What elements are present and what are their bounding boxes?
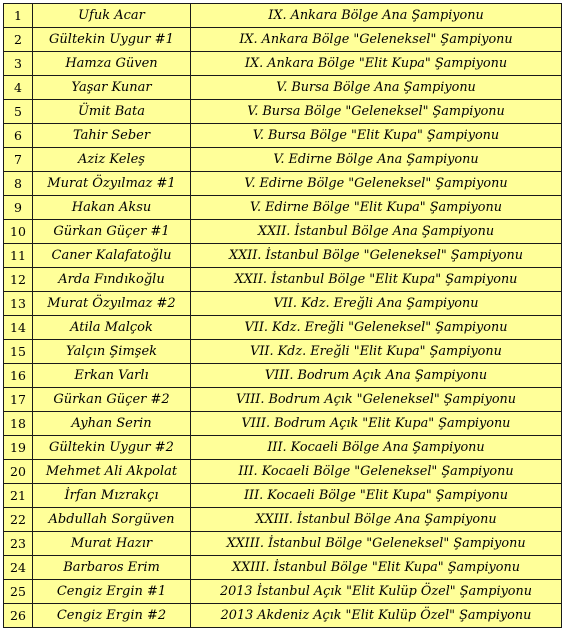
row-number: 18 <box>4 412 33 436</box>
championship-title: XXII. İstanbul Bölge "Geleneksel" Şampiyonu <box>191 244 562 268</box>
champion-name: Mehmet Ali Akpolat <box>33 460 191 484</box>
championship-title: V. Edirne Bölge "Geleneksel" Şampiyonu <box>191 172 562 196</box>
table-row <box>4 124 562 148</box>
championship-title: IX. Ankara Bölge "Geleneksel" Şampiyonu <box>191 28 562 52</box>
row-number: 13 <box>4 292 33 316</box>
championship-title: XXII. İstanbul Bölge "Elit Kupa" Şampiyonu <box>191 268 562 292</box>
champion-name: Murat Özyılmaz #1 <box>33 172 191 196</box>
championship-title: VIII. Bodrum Açık Ana Şampiyonu <box>191 364 562 388</box>
table-row <box>4 340 562 364</box>
champion-name: İrfan Mızrakçı <box>33 484 191 508</box>
championship-title: V. Edirne Bölge Ana Şampiyonu <box>191 148 562 172</box>
table-row <box>4 604 562 628</box>
champion-name: Murat Özyılmaz #2 <box>33 292 191 316</box>
championship-title: VII. Kdz. Ereğli "Elit Kupa" Şampiyonu <box>191 340 562 364</box>
championship-title: XXII. İstanbul Bölge Ana Şampiyonu <box>191 220 562 244</box>
row-number: 7 <box>4 148 33 172</box>
champion-name: Abdullah Sorgüven <box>33 508 191 532</box>
table-row <box>4 484 562 508</box>
table-row <box>4 28 562 52</box>
table-row <box>4 172 562 196</box>
champion-name: Gültekin Uygur #1 <box>33 28 191 52</box>
table-row <box>4 52 562 76</box>
table-row <box>4 148 562 172</box>
row-number: 23 <box>4 532 33 556</box>
table-row <box>4 556 562 580</box>
row-number: 26 <box>4 604 33 628</box>
champion-name: Cengiz Ergin #2 <box>33 604 191 628</box>
championship-title: 2013 İstanbul Açık "Elit Kulüp Özel" Şampiyonu <box>191 580 562 604</box>
row-number: 17 <box>4 388 33 412</box>
table-row <box>4 196 562 220</box>
row-number: 19 <box>4 436 33 460</box>
row-number: 5 <box>4 100 33 124</box>
champion-name: Hakan Aksu <box>33 196 191 220</box>
champion-name: Gürkan Güçer #1 <box>33 220 191 244</box>
championship-title: XXIII. İstanbul Bölge "Geleneksel" Şampiyonu <box>191 532 562 556</box>
championship-title: XXIII. İstanbul Bölge "Elit Kupa" Şampiyonu <box>191 556 562 580</box>
champion-name: Aziz Keleş <box>33 148 191 172</box>
row-number: 9 <box>4 196 33 220</box>
champion-name: Arda Fındıkoğlu <box>33 268 191 292</box>
table-row <box>4 220 562 244</box>
championship-title: VII. Kdz. Ereğli Ana Şampiyonu <box>191 292 562 316</box>
row-number: 22 <box>4 508 33 532</box>
championship-title: III. Kocaeli Bölge Ana Şampiyonu <box>191 436 562 460</box>
champions-table-wrapper <box>3 3 562 628</box>
table-row <box>4 100 562 124</box>
table-row <box>4 436 562 460</box>
table-row <box>4 292 562 316</box>
champion-name: Cengiz Ergin #1 <box>33 580 191 604</box>
table-row <box>4 532 562 556</box>
champion-name: Murat Hazır <box>33 532 191 556</box>
row-number: 3 <box>4 52 33 76</box>
champion-name: Tahir Seber <box>33 124 191 148</box>
champion-name: Gültekin Uygur #2 <box>33 436 191 460</box>
row-number: 15 <box>4 340 33 364</box>
champions-table <box>3 3 562 628</box>
row-number: 14 <box>4 316 33 340</box>
row-number: 10 <box>4 220 33 244</box>
row-number: 6 <box>4 124 33 148</box>
championship-title: V. Edirne Bölge "Elit Kupa" Şampiyonu <box>191 196 562 220</box>
table-row <box>4 580 562 604</box>
row-number: 12 <box>4 268 33 292</box>
row-number: 21 <box>4 484 33 508</box>
championship-title: V. Bursa Bölge "Geleneksel" Şampiyonu <box>191 100 562 124</box>
champion-name: Yaşar Kunar <box>33 76 191 100</box>
champion-name: Ufuk Acar <box>33 4 191 28</box>
row-number: 2 <box>4 28 33 52</box>
championship-title: IX. Ankara Bölge "Elit Kupa" Şampiyonu <box>191 52 562 76</box>
table-row <box>4 76 562 100</box>
row-number: 11 <box>4 244 33 268</box>
table-row <box>4 388 562 412</box>
champion-name: Caner Kalafatoğlu <box>33 244 191 268</box>
championship-title: 2013 Akdeniz Açık "Elit Kulüp Özel" Şampiyonu <box>191 604 562 628</box>
row-number: 24 <box>4 556 33 580</box>
row-number: 25 <box>4 580 33 604</box>
championship-title: V. Bursa Bölge Ana Şampiyonu <box>191 76 562 100</box>
table-row <box>4 4 562 28</box>
championship-title: VIII. Bodrum Açık "Geleneksel" Şampiyonu <box>191 388 562 412</box>
champion-name: Erkan Varlı <box>33 364 191 388</box>
table-row <box>4 364 562 388</box>
row-number: 8 <box>4 172 33 196</box>
champion-name: Ayhan Serin <box>33 412 191 436</box>
championship-title: XXIII. İstanbul Bölge Ana Şampiyonu <box>191 508 562 532</box>
champions-table-body <box>4 4 562 628</box>
championship-title: III. Kocaeli Bölge "Geleneksel" Şampiyonu <box>191 460 562 484</box>
championship-title: VII. Kdz. Ereğli "Geleneksel" Şampiyonu <box>191 316 562 340</box>
champion-name: Barbaros Erim <box>33 556 191 580</box>
champion-name: Ümit Bata <box>33 100 191 124</box>
champion-name: Atila Malçok <box>33 316 191 340</box>
champion-name: Gürkan Güçer #2 <box>33 388 191 412</box>
table-row <box>4 268 562 292</box>
row-number: 4 <box>4 76 33 100</box>
row-number: 20 <box>4 460 33 484</box>
table-row <box>4 412 562 436</box>
row-number: 16 <box>4 364 33 388</box>
table-row <box>4 508 562 532</box>
championship-title: IX. Ankara Bölge Ana Şampiyonu <box>191 4 562 28</box>
table-row <box>4 316 562 340</box>
champion-name: Yalçın Şimşek <box>33 340 191 364</box>
championship-title: VIII. Bodrum Açık "Elit Kupa" Şampiyonu <box>191 412 562 436</box>
table-row <box>4 460 562 484</box>
championship-title: III. Kocaeli Bölge "Elit Kupa" Şampiyonu <box>191 484 562 508</box>
table-row <box>4 244 562 268</box>
championship-title: V. Bursa Bölge "Elit Kupa" Şampiyonu <box>191 124 562 148</box>
row-number: 1 <box>4 4 33 28</box>
champion-name: Hamza Güven <box>33 52 191 76</box>
